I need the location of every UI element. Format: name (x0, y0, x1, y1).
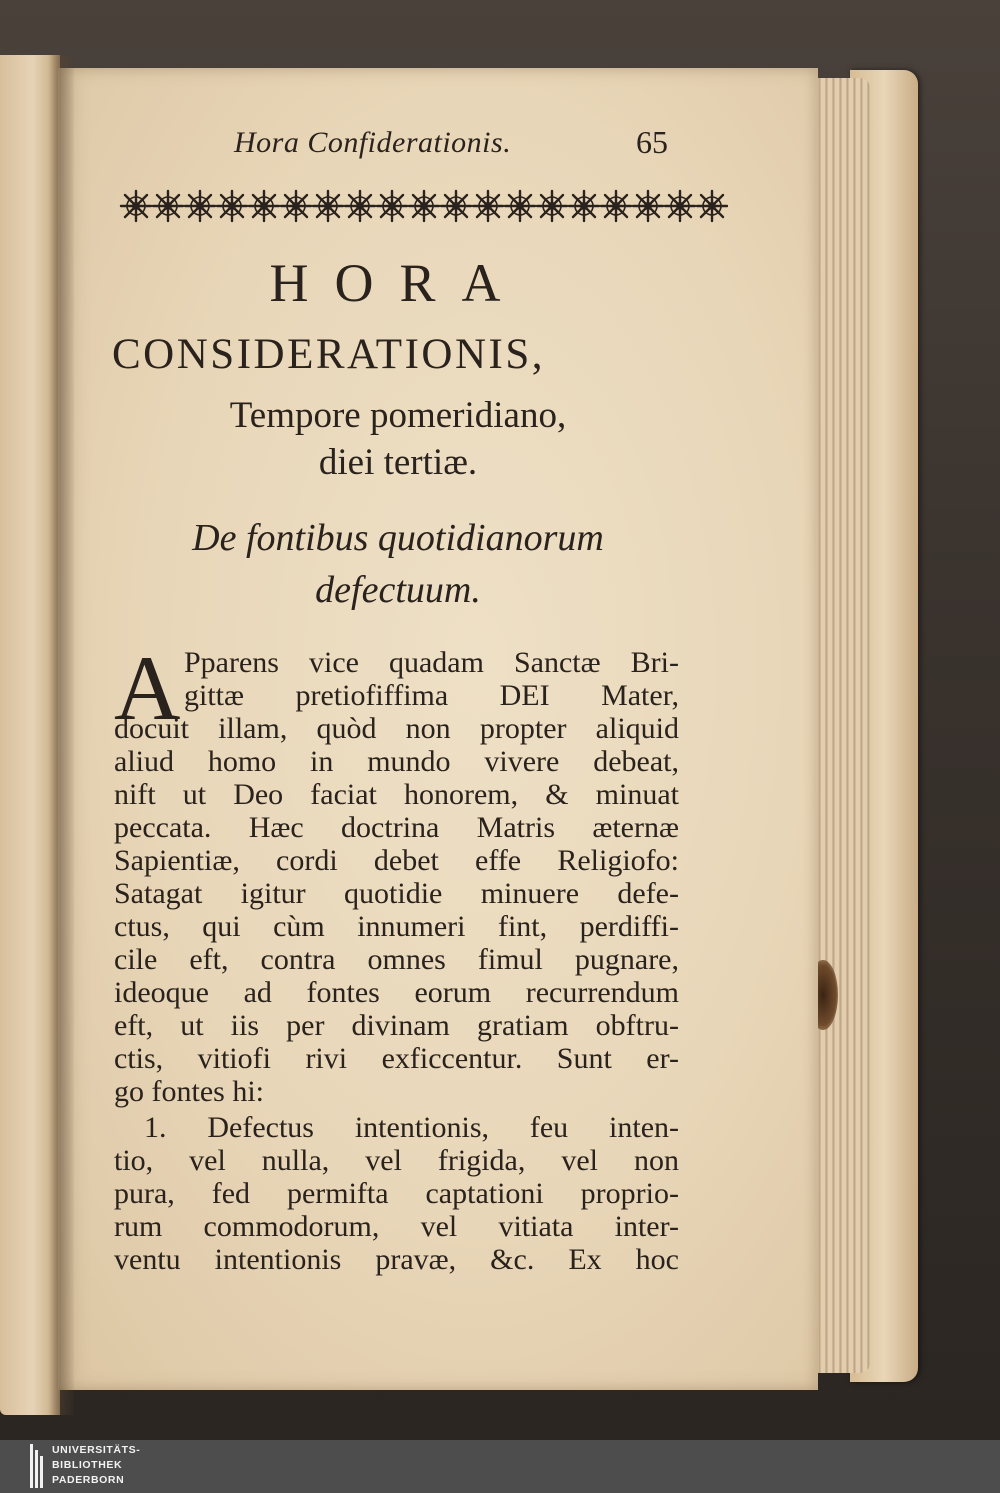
text-line: ctus, qui cùm innumeri fint, perdiffi- (114, 910, 679, 943)
text-line: cile eft, contra omnes fimul pugnare, (114, 943, 679, 976)
text-line: ctis, vitiofi rivi exficcentur. Sunt er- (114, 1042, 679, 1075)
text-line: 1. Defectus intentionis, feu inten- (144, 1111, 679, 1144)
text-line: gittæ pretiofiffima DEI Mater, (184, 679, 679, 712)
main-title-considerationis: CONSIDERATIONIS, (112, 331, 545, 378)
library-logo-icon (30, 1444, 46, 1488)
title-diei: diei tertiæ. (318, 442, 478, 483)
library-footer (0, 1440, 1000, 1493)
logo-text-line-2: BIBLIOTHEK (52, 1459, 123, 1471)
text-line: Pparens vice quadam Sanctæ Bri- (184, 646, 679, 679)
logo-text-line-1: UNIVERSITÄTS- (52, 1444, 141, 1456)
subheading-line-1: De fontibus quotidianorum (192, 517, 604, 559)
text-line: tio, vel nulla, vel frigida, vel non (114, 1144, 679, 1177)
text-line: ideoque ad fontes eorum recurrendum (114, 976, 679, 1009)
logo-text-line-3: PADERBORN (52, 1474, 125, 1486)
text-line: peccata. Hæc doctrina Matris æternæ (114, 811, 679, 844)
title-tempore: Tempore pomeridiano, (229, 395, 567, 436)
book-page (58, 68, 818, 1390)
text-line: Satagat igitur quotidie minuere defe- (114, 877, 679, 910)
running-title: Hora Confiderationis. (234, 126, 512, 159)
text-line: eft, ut iis per divinam gratiam obftru- (114, 1009, 679, 1042)
ornament-band (116, 186, 728, 226)
text-line: go fontes hi: (114, 1075, 264, 1108)
page-number: 65 (636, 124, 668, 160)
text-line: nift ut Deo faciat honorem, & minuat (114, 778, 679, 811)
subheading-line-2: defectuum. (315, 569, 481, 611)
text-line: docuit illam, quòd non propter aliquid (114, 712, 679, 745)
text-line: rum commodorum, vel vitiata inter- (114, 1210, 679, 1243)
text-line: pura, fed permifta captationi proprio- (114, 1177, 679, 1210)
text-line: ventu intentionis pravæ, &c. Ex hoc (114, 1243, 679, 1276)
drop-cap: A (114, 637, 181, 739)
gutter-shadow (48, 55, 74, 1415)
text-line: Sapientiæ, cordi debet effe Religiofo: (114, 844, 679, 877)
main-title-hora: HORA (269, 253, 527, 313)
text-line: aliud homo in mundo vivere debeat, (114, 745, 679, 778)
